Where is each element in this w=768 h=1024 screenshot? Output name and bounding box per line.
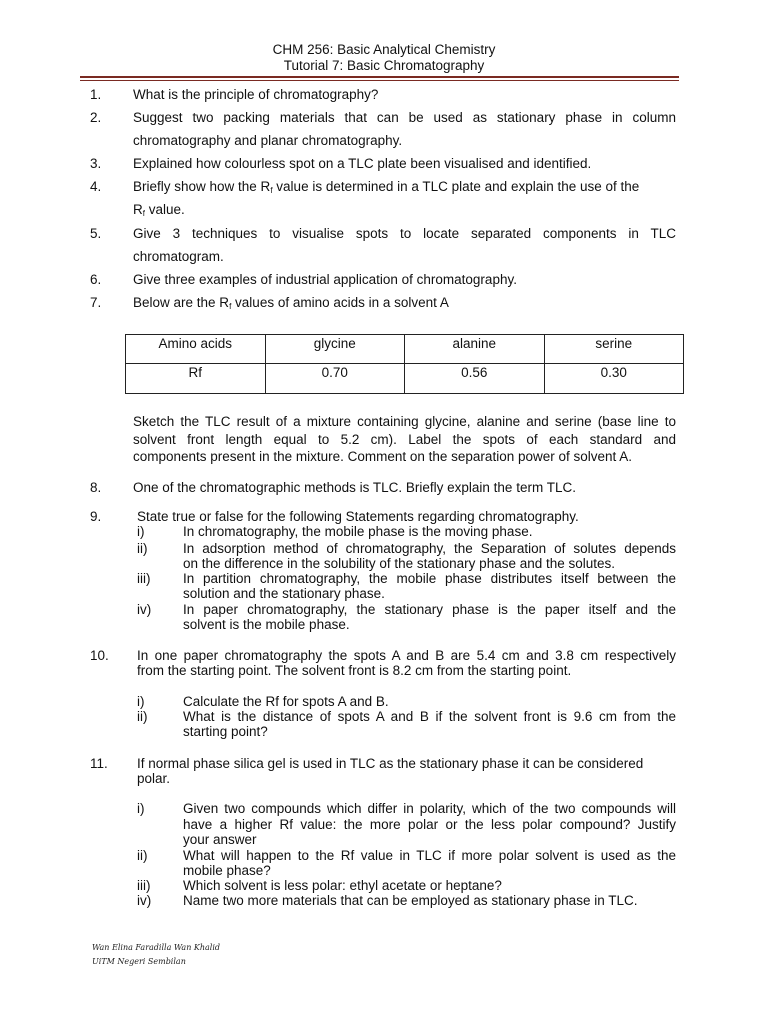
question-2-line-1: Suggest two packing materials that can be used as stationary phase in column [133,110,676,125]
question-9-text: State true or false for the following Statements regarding chromatography. [137,509,579,524]
question-1-text: What is the principle of chromatography? [133,87,379,102]
table-header-cell: serine [544,335,684,364]
question-11-line-1: If normal phase silica gel is used in TLC as the stationary phase it can be considered [137,756,644,771]
table-header-cell: glycine [265,335,405,364]
question-number: 1. [90,87,102,102]
sub-item-text: What is the distance of spots A and B if the solvent front is 9.6 cm from the [183,709,676,724]
rf-values-table [125,334,684,394]
sub-item-text: solution and the stationary phase. [183,586,385,601]
question-6-text: Give three examples of industrial application of chromatography. [133,272,517,287]
sub-item-number: ii) [137,709,148,724]
sub-item-number: i) [137,524,145,539]
sub-item-text: your answer [183,832,257,847]
sub-item-number: i) [137,694,145,709]
question-3-text: Explained how colourless spot on a TLC plate been visualised and identified. [133,156,592,171]
question-7-text: Below are the $R_f$ values of amino acids in a solvent A [133,295,449,311]
table-cell: Rf [126,364,266,394]
sub-item-text: on the difference in the solubility of the stationary phase and the solutes. [183,556,616,571]
header-rule [80,76,679,78]
question-10-line-2: from the starting point. The solvent front is 8.2 cm from the starting point. [137,663,572,678]
author-signature: Wan Elina Faradilla Wan Khalid [92,943,221,952]
question-number: 3. [90,156,102,171]
table-cell: 0.70 [265,364,405,394]
sub-item-text: In chromatography, the mobile phase is the moving phase. [183,524,533,539]
question-7-sketch-line-3: components present in the mixture. Comment on the separation power of solvent A. [133,449,633,464]
question-7-sketch-line-2: solvent front length equal to 5.2 cm). Label the spots of each standard and [133,432,676,447]
sub-item-number: i) [137,801,145,816]
sub-item-text: mobile phase? [183,863,271,878]
question-5-line-2: chromatogram. [133,249,224,264]
question-11-line-2: polar. [137,771,171,786]
question-number: 9. [90,509,102,524]
question-number: 11. [90,756,108,771]
question-number: 5. [90,226,102,241]
table-header-row [126,335,684,364]
question-number: 8. [90,480,102,495]
sub-item-number: iv) [137,893,152,908]
sub-item-number: iii) [137,878,151,893]
question-2-line-2: chromatography and planar chromatography. [133,133,403,148]
sub-item-text: have a higher Rf value: the more polar or the less polar compound? Justify [183,817,676,832]
header-rule-thin [80,80,679,81]
question-number: 4. [90,179,102,194]
sub-item-text: solvent is the mobile phase. [183,617,350,632]
sub-item-number: ii) [137,848,148,863]
sub-item-text: starting point? [183,724,268,739]
question-4-line-2: $R_f$ value. [133,202,185,218]
question-number: 6. [90,272,102,287]
question-10-line-1: In one paper chromatography the spots A and B are 5.4 cm and 3.8 cm respectively [137,648,676,663]
sub-item-text: Which solvent is less polar: ethyl acetate or heptane? [183,878,502,893]
question-5-line-1: Give 3 techniques to visualise spots to locate separated components in TLC [133,226,676,241]
question-4-line-1: Briefly show how the $R_f$ value is determined in a TLC plate and explain the use of the [133,179,640,195]
sub-item-text: Calculate the Rf for spots A and B. [183,694,389,709]
question-number: 10. [90,648,109,663]
sub-item-text: In adsorption method of chromatography, the Separation of solutes depends [183,541,676,556]
table-cell: 0.30 [544,364,684,394]
table-row [126,364,684,394]
question-number: 7. [90,295,102,310]
question-7-sketch-line-1: Sketch the TLC result of a mixture containing glycine, alanine and serine (base line to [133,414,676,429]
sub-item-text: Name two more materials that can be employed as stationary phase in TLC. [183,893,638,908]
institution-signature: UiTM Negeri Sembilan [92,957,186,966]
question-number: 2. [90,110,102,125]
sub-item-text: Given two compounds which differ in polarity, which of the two compounds will [183,801,676,816]
table-header-cell: Amino acids [126,335,266,364]
sub-item-text: In partition chromatography, the mobile phase distributes itself between the [183,571,676,586]
tutorial-title: Tutorial 7: Basic Chromatography [283,58,485,73]
course-title: CHM 256: Basic Analytical Chemistry [272,42,496,57]
sub-item-number: iii) [137,571,151,586]
table-cell: 0.56 [405,364,545,394]
question-8-text: One of the chromatographic methods is TLC. Briefly explain the term TLC. [133,480,576,495]
sub-item-number: ii) [137,541,148,556]
sub-item-number: iv) [137,602,152,617]
table-header-cell: alanine [405,335,545,364]
sub-item-text: What will happen to the Rf value in TLC if more polar solvent is used as the [183,848,676,863]
sub-item-text: In paper chromatography, the stationary phase is the paper itself and the [183,602,676,617]
